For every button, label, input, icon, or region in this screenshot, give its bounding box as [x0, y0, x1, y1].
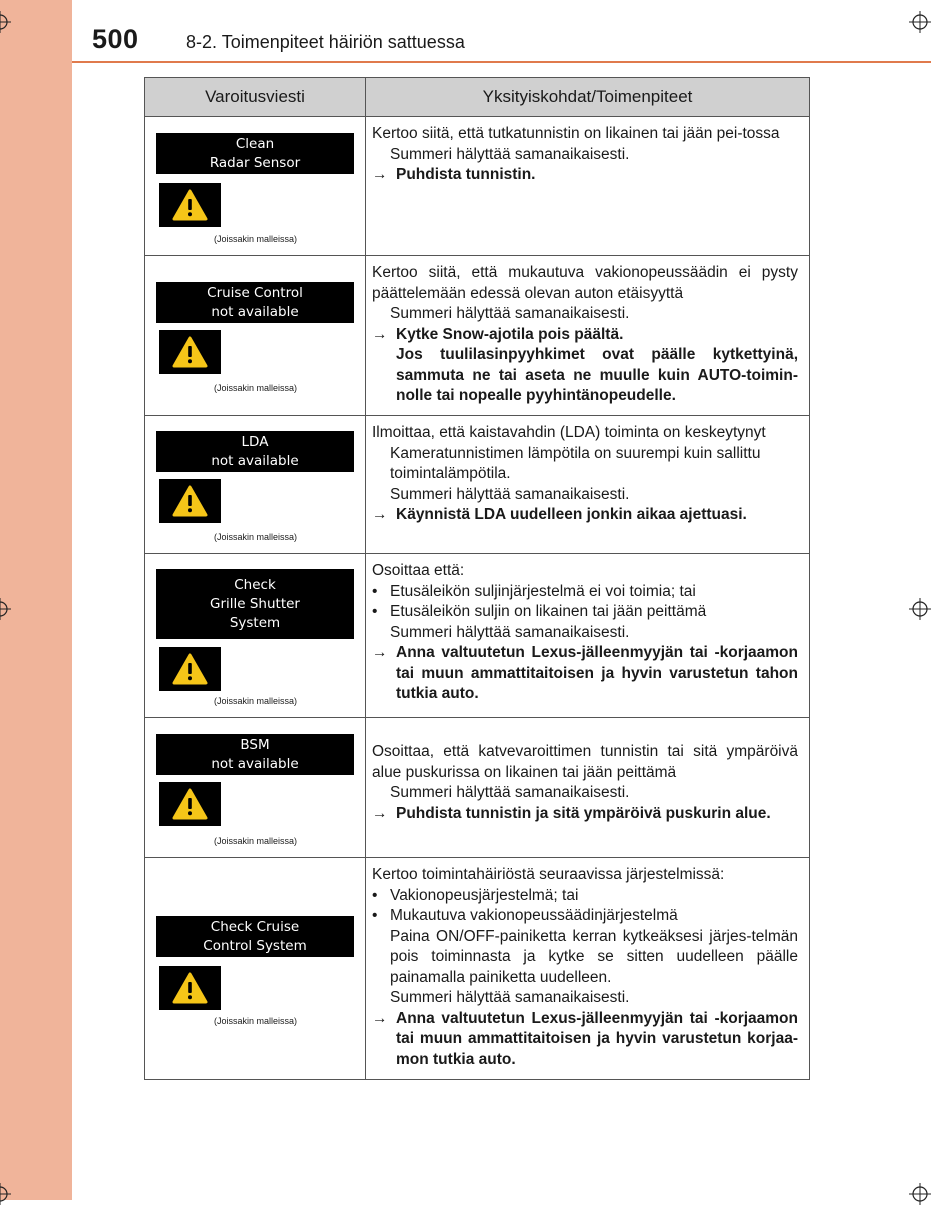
arrow-icon: →: [372, 804, 388, 822]
message-cell: [145, 554, 366, 718]
warning-message-display: [156, 431, 354, 472]
registration-mark-icon: [909, 598, 931, 620]
arrow-icon: →: [372, 325, 388, 343]
details-note: Kameratunnistimen lämpötila on suurempi kuin sallittu toimintalämpötila.: [390, 444, 761, 482]
action-line: [372, 505, 798, 526]
message-line: Grille Shutter: [210, 595, 300, 612]
warning-message-display: [156, 569, 354, 639]
details-intro: Kertoo siitä, että mukautuva vakionopeussäädin ei pysty päättelemään edessä olevan auton etäisyyttä: [372, 264, 798, 302]
registration-mark-icon: [909, 11, 931, 33]
message-line: not available: [211, 303, 299, 320]
action-text: Puhdista tunnistin.: [396, 166, 536, 183]
details-note: Summeri hälyttää samanaikaisesti.: [390, 305, 630, 322]
model-note: (Joissakin malleissa): [213, 1016, 298, 1026]
action-line: [372, 325, 798, 346]
warning-triangle-icon: [159, 782, 221, 826]
action-text: Anna valtuutetun Lexus-jälleenmyyjän tai -korjaamon tai muun ammattitaitoisen ja hyvin varustetun korjaa-mon tutkia auto.: [396, 1009, 798, 1068]
table-row: [145, 256, 810, 416]
warning-message-table: [144, 77, 810, 1080]
model-note: (Joissakin malleissa): [213, 696, 298, 706]
message-line: Clean: [235, 135, 275, 152]
warning-triangle-icon: [159, 479, 221, 523]
table-row: [145, 554, 810, 718]
arrow-icon: →: [372, 1009, 388, 1027]
warning-message-display: [156, 282, 354, 323]
message-cell: [145, 858, 366, 1080]
message-line: Radar Sensor: [209, 154, 301, 171]
details-intro: Kertoo toimintahäiriöstä seuraavissa järjestelmissä:: [372, 866, 725, 883]
message-line: Check: [234, 576, 276, 593]
message-line: Control System: [203, 937, 307, 954]
action-extra-text: Jos tuulilasinpyyhkimet ovat päälle kytkettyinä, sammuta ne tai aseta ne muulle kuin AUTO-toimin-nolle tai nopealle pyyhintänopeudelle.: [396, 346, 798, 404]
warning-triangle-icon: [159, 647, 221, 691]
bullet-item: • Etusäleikön suljin on likainen tai jään peittämä: [372, 603, 707, 620]
details-cell: [366, 416, 810, 554]
details-note: Summeri hälyttää samanaikaisesti.: [390, 989, 630, 1006]
model-note: (Joissakin malleissa): [213, 383, 298, 393]
details-note: Summeri hälyttää samanaikaisesti.: [390, 145, 630, 163]
details-cell: [366, 117, 810, 256]
warning-triangle-icon: [159, 183, 221, 227]
action-text: Anna valtuutetun Lexus-jälleenmyyjän tai -korjaamon tai muun ammattitaitoisen ja hyvin varustetun tahon tutkia auto.: [396, 644, 798, 702]
details-cell: [366, 718, 810, 858]
section-title: 8-2. Toimenpiteet häiriön sattuessa: [186, 32, 465, 52]
action-text: Kytke Snow-ajotila pois päältä.: [396, 325, 624, 343]
column-header-message: Varoitusviesti: [145, 78, 366, 117]
arrow-icon: →: [372, 166, 388, 183]
details-intro: Kertoo siitä, että tutkatunnistin on likainen tai jään pei-tossa: [372, 125, 780, 142]
message-line: System: [229, 614, 281, 631]
header-rule: [72, 61, 931, 63]
details-intro: Ilmoittaa, että kaistavahdin (LDA) toiminta on keskeytynyt: [372, 424, 766, 441]
message-cell: [145, 256, 366, 416]
column-header-details: Yksityiskohdat/Toimenpiteet: [366, 78, 810, 117]
bullet-item: • Etusäleikön suljinjärjestelmä ei voi toimia; tai: [372, 582, 696, 600]
arrow-icon: →: [372, 644, 388, 661]
message-line: Cruise Control: [207, 284, 303, 301]
registration-mark-icon: [0, 1183, 11, 1205]
message-line: not available: [211, 452, 299, 469]
action-line: [372, 165, 798, 186]
details-cell: [366, 256, 810, 416]
registration-mark-icon: [0, 598, 11, 620]
registration-mark-icon: [0, 11, 11, 33]
details-cell: [366, 858, 810, 1080]
table-header-row: [145, 78, 810, 117]
details-cell: [366, 554, 810, 718]
model-note: (Joissakin malleissa): [213, 234, 298, 244]
message-cell: [145, 718, 366, 858]
action-text: Puhdista tunnistin ja sitä ympäröivä puskurin alue.: [396, 804, 771, 822]
message-line: not available: [211, 755, 299, 772]
message-line: Check Cruise: [210, 918, 300, 935]
message-cell: [145, 416, 366, 554]
details-note: Paina ON/OFF-painiketta kerran kytkeäksesi järjes-telmän pois toiminnasta ja kytke se sitten uudelleen päälle painamalla painiketta uudelleen.: [390, 927, 798, 986]
table-row: [145, 416, 810, 554]
bullet-item: • Vakionopeusjärjestelmä; tai: [372, 886, 579, 904]
warning-message-display: [156, 734, 354, 775]
details-intro: Osoittaa, että katvevaroittimen tunnistin tai sitä ympäröivä alue puskurissa on likainen tai jään peittämä: [372, 743, 798, 781]
table-row: [145, 117, 810, 256]
message-cell: [145, 117, 366, 256]
registration-mark-icon: [909, 1183, 931, 1205]
bullet-item: • Mukautuva vakionopeussäädinjärjestelmä: [372, 907, 678, 924]
warning-triangle-icon: [159, 966, 221, 1010]
action-line: [372, 1009, 798, 1071]
warning-message-display: [156, 916, 354, 957]
action-line: [372, 804, 798, 825]
action-text: Käynnistä LDA uudelleen jonkin aikaa ajettuasi.: [396, 506, 747, 523]
message-line: LDA: [241, 433, 269, 450]
details-note: Summeri hälyttää samanaikaisesti.: [390, 784, 630, 801]
action-line: [372, 643, 798, 705]
arrow-icon: →: [372, 506, 388, 523]
table-row: [145, 858, 810, 1080]
warning-message-display: [156, 133, 354, 174]
table-row: [145, 718, 810, 858]
details-note: Summeri hälyttää samanaikaisesti.: [390, 485, 630, 503]
model-note: (Joissakin malleissa): [213, 836, 298, 846]
details-note: Summeri hälyttää samanaikaisesti.: [390, 623, 630, 641]
model-note: (Joissakin malleissa): [213, 532, 298, 542]
message-line: BSM: [240, 736, 270, 753]
details-intro: Osoittaa että:: [372, 562, 465, 579]
warning-triangle-icon: [159, 330, 221, 374]
page-number: 500: [92, 24, 139, 54]
